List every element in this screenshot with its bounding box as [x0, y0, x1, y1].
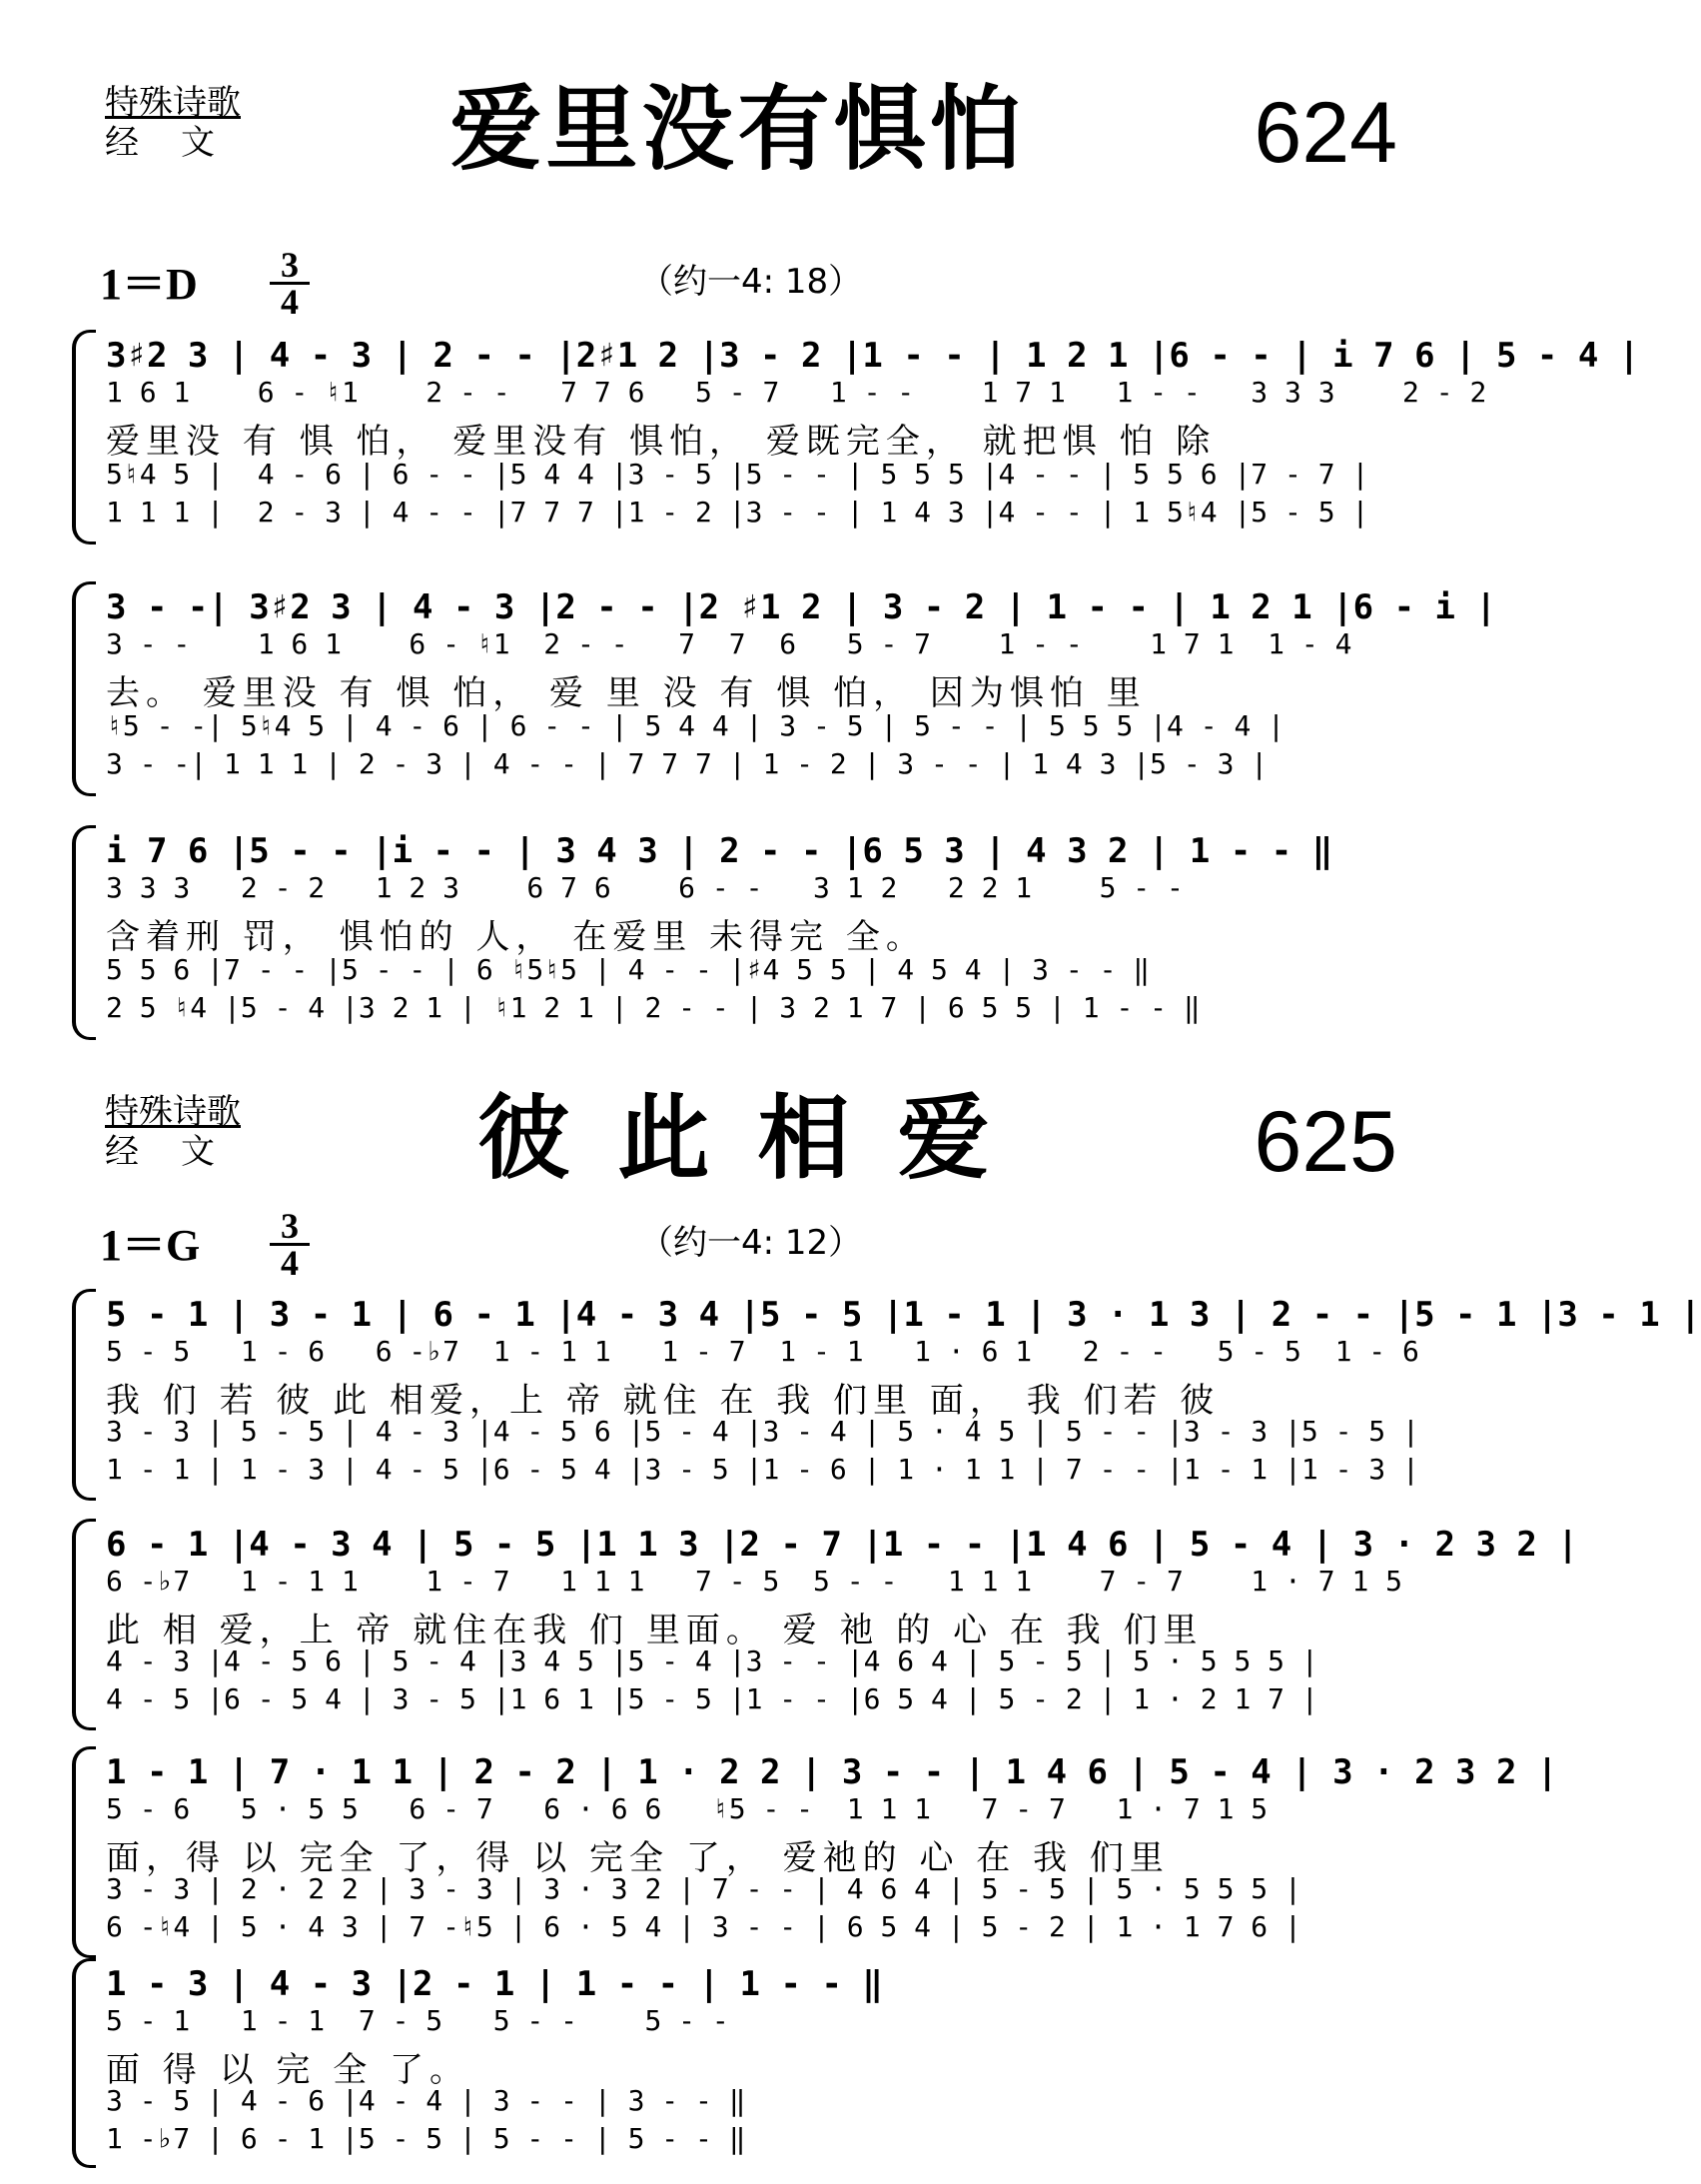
bass-line: 4 - 5 |6 - 5 4 | 3 - 5 |1 6 1 |5 - 5 |1 - - |6 5 4 | 5 - 2 | 1 · 2 1 7 | [106, 1682, 1318, 1715]
category-text: 特殊诗歌 [105, 1092, 241, 1132]
alto-line: 3 - - 1 6 1 6 - ♮1 2 - - 7 7 6 5 - 7 1 - - 1 7 1 1 - 4 [106, 627, 1352, 660]
system-brace [72, 1519, 96, 1730]
bass-line: 2 5 ♮4 |5 - 4 |3 2 1 | ♮1 2 1 | 2 - - | 3 2 1 7 | 6 5 5 | 1 - - ‖ [106, 991, 1201, 1024]
song-title: 彼 此 相 爱 [477, 1085, 998, 1192]
system-brace [72, 1958, 96, 2168]
tenor-line: 3 - 3 | 5 - 5 | 4 - 3 |4 - 5 6 |5 - 4 |3 - 4 | 5 · 4 5 | 5 - - |3 - 3 |5 - 5 | [106, 1415, 1419, 1448]
category-text: 特殊诗歌 [105, 83, 241, 123]
score-system [72, 1519, 1578, 1730]
score-system [72, 330, 1640, 545]
score-system [72, 1289, 1701, 1501]
alto-line: 5 - 6 5 · 5 5 6 - 7 6 · 6 6 ♮5 - - 1 1 1 7 - 7 1 · 7 1 5 [106, 1792, 1269, 1825]
alto-line: 5 - 1 1 - 1 7 - 5 5 - - 5 - - [106, 2004, 729, 2037]
system-brace [72, 330, 96, 545]
melody-line: i 7 6 |5 - - |i - - | 3 4 3 | 2 - - |6 5 3 | 4 3 2 | 1 - - ‖ [106, 831, 1333, 871]
lyrics-line: 含着刑 罚， 惧怕的 人， 在爱里 未得完 全。 [106, 917, 926, 957]
score-system [72, 581, 1496, 796]
bass-line: 1 -♭7 | 6 - 1 |5 - 5 | 5 - - | 5 - - ‖ [106, 2122, 746, 2155]
melody-line: 1 - 3 | 4 - 3 |2 - 1 | 1 - - | 1 - - ‖ [106, 1964, 883, 2004]
time-signature [270, 245, 310, 322]
alto-line: 1 6 1 6 - ♮1 2 - - 7 7 6 5 - 7 1 - - 1 7 1 1 - - 3 3 3 2 - 2 [106, 376, 1487, 409]
bass-line: 3 - -| 1 1 1 | 2 - 3 | 4 - - | 7 7 7 | 1 - 2 | 3 - - | 1 4 3 |5 - 3 | [106, 747, 1269, 780]
key-signature: 1＝D [100, 260, 198, 309]
time-denominator: 4 [281, 282, 299, 322]
tenor-line: 5 5 6 |7 - - |5 - - | 6 ♮5♮5 | 4 - - |♯4 5 5 | 4 5 4 | 3 - - ‖ [106, 953, 1151, 986]
song-number: 624 [1254, 85, 1397, 181]
song-number: 625 [1254, 1094, 1397, 1190]
system-brace [72, 825, 96, 1040]
alto-line: 5 - 5 1 - 6 6 -♭7 1 - 1 1 1 - 7 1 - 1 1 · 6 1 2 - - 5 - 5 1 - 6 [106, 1335, 1419, 1368]
key-signature: 1＝G [100, 1221, 201, 1270]
system-brace [72, 581, 96, 796]
bass-line: 1 1 1 | 2 - 3 | 4 - - |7 7 7 |1 - 2 |3 - - | 1 4 3 |4 - - | 1 5♮4 |5 - 5 | [106, 496, 1369, 529]
tenor-line: 3 - 3 | 2 · 2 2 | 3 - 3 | 3 · 3 2 | 7 - - | 4 6 4 | 5 - 5 | 5 · 5 5 5 | [106, 1872, 1301, 1905]
lyrics-line: 面，得 以 完全 了，得 以 完全 了， 爱祂的 心 在 我 们里 [106, 1838, 1170, 1878]
lyrics-line: 面 得 以 完 全 了。 [106, 2050, 470, 2090]
melody-line: 3 - -| 3♯2 3 | 4 - 3 |2 - - |2 ♯1 2 | 3 - 2 | 1 - - | 1 2 1 |6 - i | [106, 587, 1496, 627]
score-system [72, 825, 1400, 1040]
tenor-line: ♮5 - -| 5♮4 5 | 4 - 6 | 6 - - | 5 4 4 | 3 - 5 | 5 - - | 5 5 5 |4 - 4 | [106, 709, 1285, 742]
song-header-625 [0, 1084, 1475, 1204]
bass-line: 6 -♮4 | 5 · 4 3 | 7 -♮5 | 6 · 5 4 | 3 - - | 6 5 4 | 5 - 2 | 1 · 1 7 6 | [106, 1910, 1301, 1943]
time-denominator: 4 [281, 1243, 299, 1283]
song-header-624 [0, 75, 1475, 195]
subcategory-text: 经文 [105, 123, 257, 163]
time-numerator: 3 [270, 248, 310, 285]
subcategory-text: 经文 [105, 1132, 257, 1172]
scripture-reference: （约一4: 12） [639, 1223, 863, 1263]
melody-line: 3♯2 3 | 4 - 3 | 2 - - |2♯1 2 |3 - 2 |1 - - | 1 2 1 |6 - - | i 7 6 | 5 - 4 | [106, 336, 1640, 376]
lyrics-line: 爱里没 有 惧 怕， 爱里没有 惧怕， 爱既完全， 就把惧 怕 除 [106, 422, 1217, 462]
tenor-line: 5♮4 5 | 4 - 6 | 6 - - |5 4 4 |3 - 5 |5 - - | 5 5 5 |4 - - | 5 5 6 |7 - 7 | [106, 458, 1369, 491]
melody-line: 6 - 1 |4 - 3 4 | 5 - 5 |1 1 3 |2 - 7 |1 - - |1 4 6 | 5 - 4 | 3 · 2 3 2 | [106, 1525, 1578, 1565]
time-signature [270, 1206, 310, 1283]
score-system [72, 1958, 883, 2168]
lyrics-line: 去。 爱里没 有 惧 怕， 爱 里 没 有 惧 怕， 因为惧怕 里 [106, 673, 1147, 713]
system-brace [72, 1746, 96, 1958]
scripture-reference: （约一4: 18） [639, 262, 863, 302]
song-title: 爱里没有惧怕 [449, 76, 1026, 183]
score-system [72, 1746, 1558, 1958]
lyrics-line: 此 相 爱，上 帝 就住在我 们 里面。 爱 祂 的 心 在 我 们里 [106, 1611, 1204, 1650]
tenor-line: 3 - 5 | 4 - 6 |4 - 4 | 3 - - | 3 - - ‖ [106, 2084, 746, 2117]
tenor-line: 4 - 3 |4 - 5 6 | 5 - 4 |3 4 5 |5 - 4 |3 - - |4 6 4 | 5 - 5 | 5 · 5 5 5 | [106, 1644, 1318, 1677]
bass-line: 1 - 1 | 1 - 3 | 4 - 5 |6 - 5 4 |3 - 5 |1 - 6 | 1 · 1 1 | 7 - - |1 - 1 |1 - 3 | [106, 1453, 1419, 1486]
time-numerator: 3 [270, 1209, 310, 1246]
alto-line: 3 3 3 2 - 2 1 2 3 6 7 6 6 - - 3 1 2 2 2 1 5 - - [106, 871, 1184, 904]
melody-line: 1 - 1 | 7 · 1 1 | 2 - 2 | 1 · 2 2 | 3 - - | 1 4 6 | 5 - 4 | 3 · 2 3 2 | [106, 1752, 1558, 1792]
melody-line: 5 - 1 | 3 - 1 | 6 - 1 |4 - 3 4 |5 - 5 |1 - 1 | 3 · 1 3 | 2 - - |5 - 1 |3 - 1 | [106, 1295, 1701, 1335]
system-brace [72, 1289, 96, 1501]
lyrics-line: 我 们 若 彼 此 相爱，上 帝 就住 在 我 们里 面， 我 们若 彼 [106, 1381, 1221, 1421]
alto-line: 6 -♭7 1 - 1 1 1 - 7 1 1 1 7 - 5 5 - - 1 1 1 7 - 7 1 · 7 1 5 [106, 1565, 1403, 1598]
